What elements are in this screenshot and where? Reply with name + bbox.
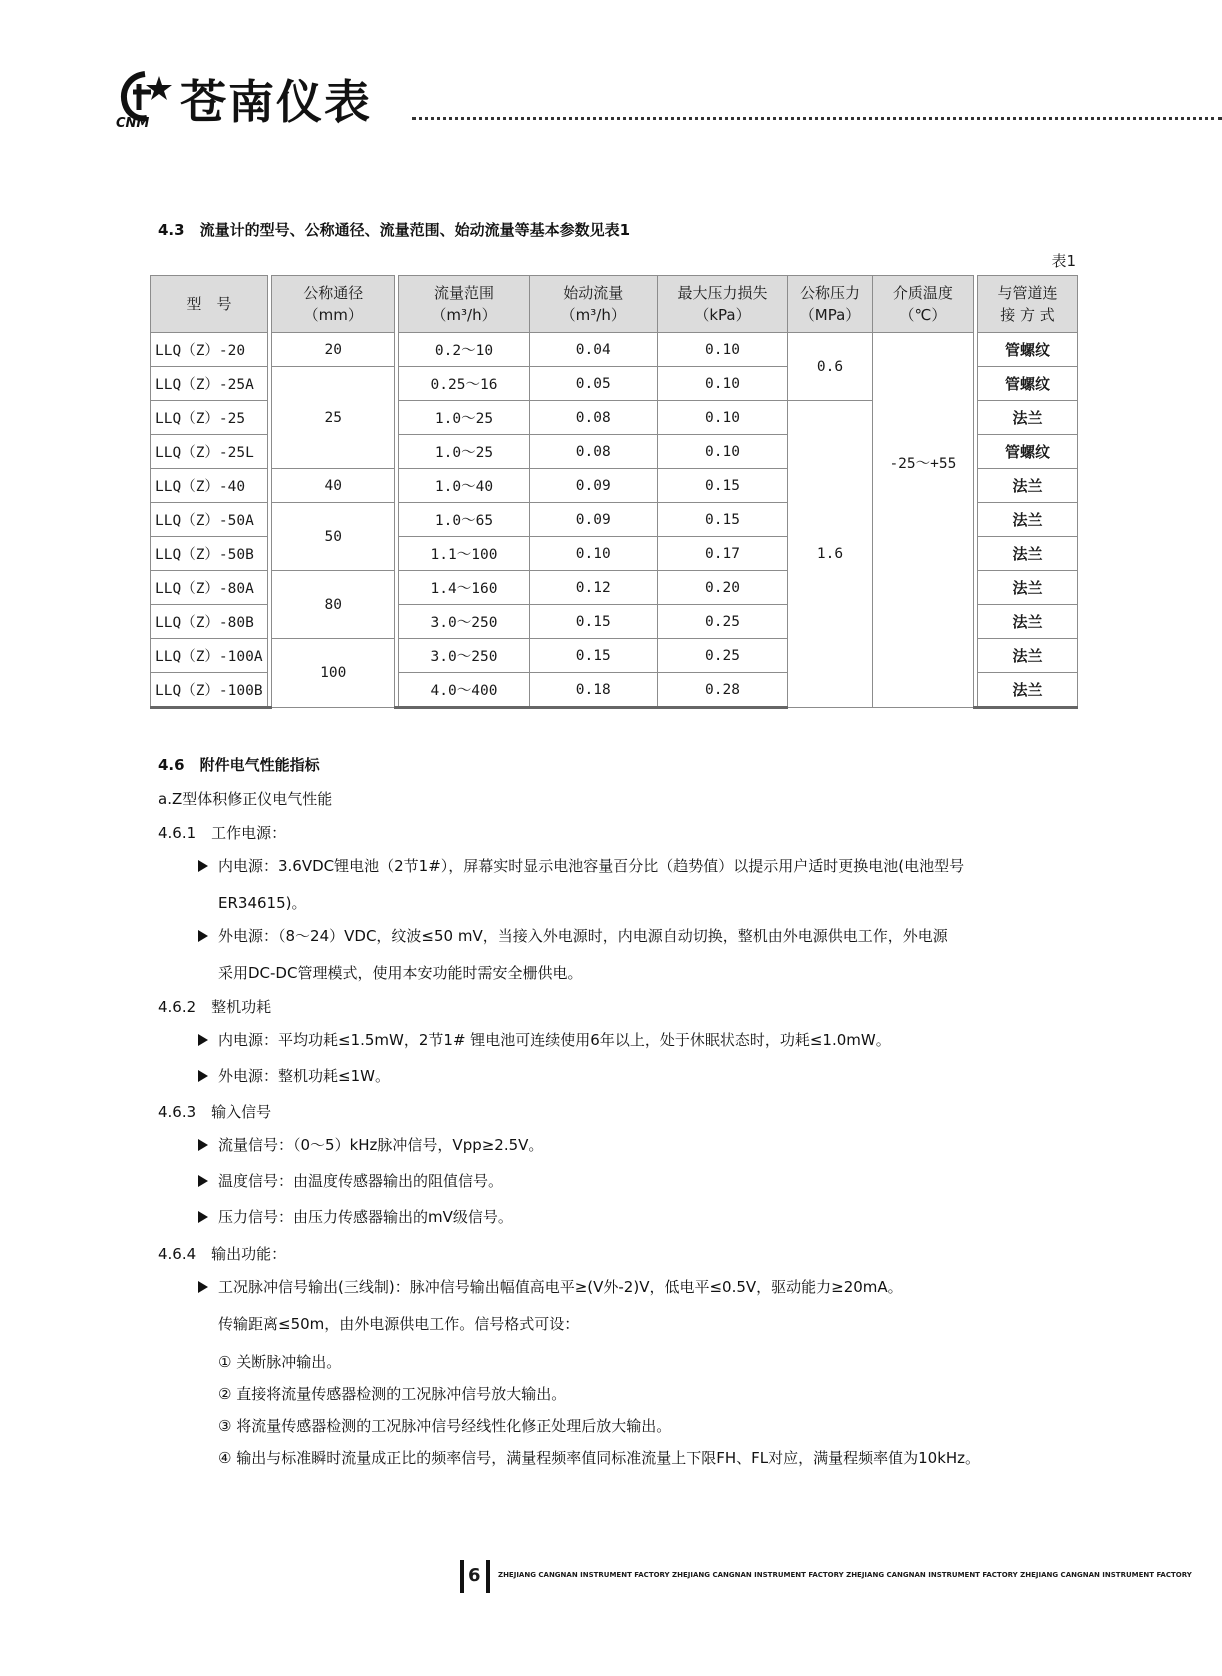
header-medium-temperature: 介质温度 （℃） <box>872 276 973 333</box>
cell-flow-range: 1.0～65 <box>399 503 529 537</box>
subsection-4-6-2: 4.6.2 整机功耗 <box>158 998 272 1016</box>
header-dotted-rule <box>412 117 1222 120</box>
page-header <box>0 0 1222 140</box>
cell-nominal-pressure: 1.6 <box>788 401 873 708</box>
cell-starting-flow: 0.05 <box>529 367 657 401</box>
brand-name: 苍南仪表 <box>180 75 372 129</box>
cell-starting-flow: 0.15 <box>529 639 657 673</box>
cell-starting-flow: 0.12 <box>529 571 657 605</box>
cell-connection: 法兰 <box>977 673 1077 708</box>
cell-starting-flow: 0.09 <box>529 503 657 537</box>
cell-model: LLQ（Z）-100B <box>151 673 268 708</box>
bullet-pressure-signal: 压力信号：由压力传感器输出的mV级信号。 <box>198 1199 513 1235</box>
bullet-temperature-signal: 温度信号：由温度传感器输出的阻值信号。 <box>198 1163 503 1199</box>
cell-model: LLQ（Z）-25A <box>151 367 268 401</box>
cell-flow-range: 1.0～25 <box>399 401 529 435</box>
cell-medium-temperature: -25～+55 <box>872 333 973 708</box>
cell-model: LLQ（Z）-80A <box>151 571 268 605</box>
cell-starting-flow: 0.04 <box>529 333 657 367</box>
cell-connection: 管螺纹 <box>977 435 1077 469</box>
bullet-pulse-output-cont: 传输距离≤50m，由外电源供电工作。信号格式可设： <box>218 1315 580 1333</box>
cell-pressure-loss: 0.10 <box>657 401 787 435</box>
cell-model: LLQ（Z）-80B <box>151 605 268 639</box>
footer-bar-right <box>486 1560 490 1593</box>
cell-pressure-loss: 0.25 <box>657 605 787 639</box>
cell-connection: 管螺纹 <box>977 367 1077 401</box>
cell-flow-range: 1.0～40 <box>399 469 529 503</box>
bullet-external-power: 外电源：（8～24）VDC，纹波≤50 mV，当接入外电源时，内电源自动切换，整机由外电源供电工作，外电源 <box>198 918 948 954</box>
option-2: ② 直接将流量传感器检测的工况脉冲信号放大输出。 <box>218 1385 567 1403</box>
triangle-bullet-icon <box>198 1175 208 1187</box>
cell-flow-range: 1.1～100 <box>399 537 529 571</box>
cell-pressure-loss: 0.10 <box>657 367 787 401</box>
option-4: ④ 输出与标准瞬时流量成正比的频率信号，满量程频率值同标准流量上下限FH、FL对应，满量程频率值为10kHz。 <box>218 1449 981 1467</box>
cell-connection: 法兰 <box>977 639 1077 673</box>
cell-flow-range: 3.0～250 <box>399 639 529 673</box>
header-max-pressure-loss: 最大压力损失 （kPa） <box>657 276 787 333</box>
bullet-flow-signal: 流量信号：（0～5）kHz脉冲信号，Vpp≥2.5V。 <box>198 1127 543 1163</box>
bullet-internal-power-cont: ER34615)。 <box>218 894 307 912</box>
cell-pressure-loss: 0.20 <box>657 571 787 605</box>
section-4-3-title: 4.3 流量计的型号、公称通径、流量范围、始动流量等基本参数见表1 <box>158 221 631 239</box>
cell-flow-range: 0.2～10 <box>399 333 529 367</box>
subsection-4-6-1: 4.6.1 工作电源： <box>158 824 287 842</box>
cell-nominal-diameter: 80 <box>272 571 395 639</box>
bullet-external-consumption: 外电源：整机功耗≤1W。 <box>198 1058 390 1094</box>
subsection-4-6-4: 4.6.4 输出功能： <box>158 1245 287 1263</box>
cell-nominal-pressure: 0.6 <box>788 333 873 401</box>
cell-model: LLQ（Z）-50A <box>151 503 268 537</box>
cell-model: LLQ（Z）-100A <box>151 639 268 673</box>
cell-model: LLQ（Z）-50B <box>151 537 268 571</box>
header-connection: 与管道连 接 方 式 <box>977 276 1077 333</box>
footer-company-text: ZHEJIANG CANGNAN INSTRUMENT FACTORY ZHEJIANG CANGNAN INSTRUMENT FACTORY ZHEJIANG CANGNAN INSTRUMENT FACTORY ZHEJIANG CANGNAN INSTRUMENT FACTORY <box>498 1571 1192 1579</box>
brand-abbreviation: CNM <box>116 116 150 131</box>
cell-model: LLQ（Z）-25 <box>151 401 268 435</box>
cell-connection: 法兰 <box>977 401 1077 435</box>
cell-pressure-loss: 0.17 <box>657 537 787 571</box>
cell-flow-range: 3.0～250 <box>399 605 529 639</box>
table-header-row <box>151 276 1078 333</box>
cell-flow-range: 4.0～400 <box>399 673 529 708</box>
cell-connection: 法兰 <box>977 503 1077 537</box>
cell-model: LLQ（Z）-25L <box>151 435 268 469</box>
cell-flow-range: 1.0～25 <box>399 435 529 469</box>
cell-connection: 法兰 <box>977 571 1077 605</box>
cell-nominal-diameter: 100 <box>272 639 395 708</box>
option-1: ① 关断脉冲输出。 <box>218 1353 342 1371</box>
cell-nominal-diameter: 50 <box>272 503 395 571</box>
triangle-bullet-icon <box>198 860 208 872</box>
cell-connection: 法兰 <box>977 537 1077 571</box>
header-nominal-diameter: 公称通径 （mm） <box>272 276 395 333</box>
option-3: ③ 将流量传感器检测的工况脉冲信号经线性化修正处理后放大输出。 <box>218 1417 672 1435</box>
table-caption: 表1 <box>1051 252 1076 270</box>
bullet-pulse-output: 工况脉冲信号输出(三线制)：脉冲信号输出幅值高电平≥(V外-2)V，低电平≤0.5V，驱动能力≥20mA。 <box>198 1269 903 1305</box>
cell-starting-flow: 0.09 <box>529 469 657 503</box>
triangle-bullet-icon <box>198 1211 208 1223</box>
header-nominal-pressure: 公称压力 （MPa） <box>788 276 873 333</box>
table-row <box>151 333 1078 367</box>
parameter-table <box>150 275 1078 709</box>
bullet-external-power-cont: 采用DC-DC管理模式，使用本安功能时需安全栅供电。 <box>218 964 583 982</box>
subsection-4-6-3: 4.6.3 输入信号 <box>158 1103 272 1121</box>
triangle-bullet-icon <box>198 1034 208 1046</box>
cell-starting-flow: 0.15 <box>529 605 657 639</box>
page-number: 6 <box>468 1565 481 1586</box>
cell-pressure-loss: 0.10 <box>657 333 787 367</box>
cell-pressure-loss: 0.10 <box>657 435 787 469</box>
bullet-internal-power: 内电源：3.6VDC锂电池（2节1#），屏幕实时显示电池容量百分比（趋势值）以提示用户适时更换电池(电池型号 <box>198 848 964 884</box>
cell-starting-flow: 0.10 <box>529 537 657 571</box>
cell-nominal-diameter: 40 <box>272 469 395 503</box>
cell-starting-flow: 0.08 <box>529 435 657 469</box>
triangle-bullet-icon <box>198 1281 208 1293</box>
cell-connection: 管螺纹 <box>977 333 1077 367</box>
cell-pressure-loss: 0.25 <box>657 639 787 673</box>
cell-model: LLQ（Z）-40 <box>151 469 268 503</box>
triangle-bullet-icon <box>198 1139 208 1151</box>
bullet-internal-consumption: 内电源：平均功耗≤1.5mW，2节1# 锂电池可连续使用6年以上，处于休眠状态时，功耗≤1.0mW。 <box>198 1022 891 1058</box>
cell-nominal-diameter: 20 <box>272 333 395 367</box>
cell-model: LLQ（Z）-20 <box>151 333 268 367</box>
cell-pressure-loss: 0.15 <box>657 503 787 537</box>
triangle-bullet-icon <box>198 930 208 942</box>
subsection-a: a.Z型体积修正仪电气性能 <box>158 790 333 808</box>
footer-bar-left <box>460 1560 464 1593</box>
cell-starting-flow: 0.18 <box>529 673 657 708</box>
cell-connection: 法兰 <box>977 605 1077 639</box>
triangle-bullet-icon <box>198 1070 208 1082</box>
cell-flow-range: 0.25～16 <box>399 367 529 401</box>
cell-flow-range: 1.4～160 <box>399 571 529 605</box>
cell-connection: 法兰 <box>977 469 1077 503</box>
header-model: 型 号 <box>151 276 268 333</box>
cell-nominal-diameter: 25 <box>272 367 395 469</box>
cell-pressure-loss: 0.15 <box>657 469 787 503</box>
cell-starting-flow: 0.08 <box>529 401 657 435</box>
cell-pressure-loss: 0.28 <box>657 673 787 708</box>
header-starting-flow: 始动流量 （m³/h） <box>529 276 657 333</box>
header-flow-range: 流量范围 （m³/h） <box>399 276 529 333</box>
section-4-6-title: 4.6 附件电气性能指标 <box>158 756 320 774</box>
